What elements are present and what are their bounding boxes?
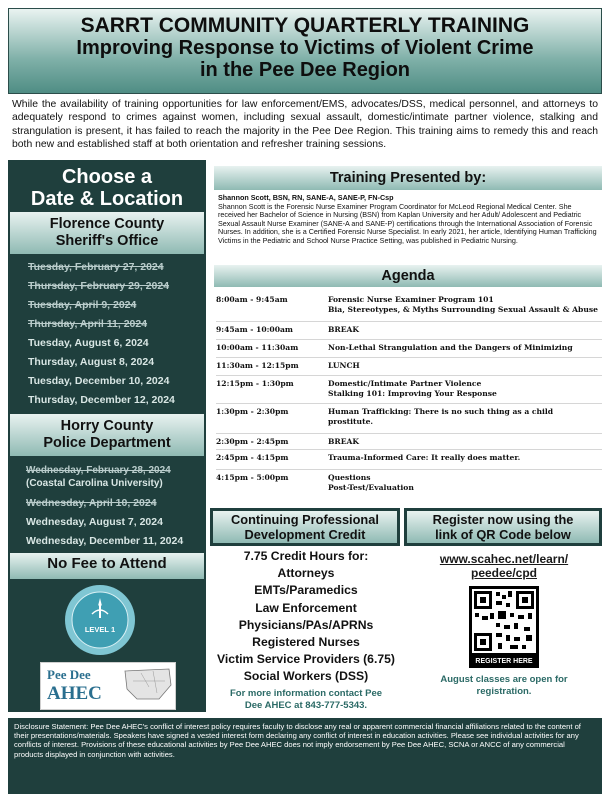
ce-heading-box	[210, 508, 400, 546]
date-item: Thursday, August 8, 2024	[28, 356, 155, 368]
register-link[interactable]: www.scahec.net/learn/ peedee/cpd	[439, 552, 569, 580]
agenda-time: 11:30am - 12:15pm	[216, 361, 299, 370]
agenda-row	[216, 404, 602, 434]
date-item: Wednesday, December 11, 2024	[26, 535, 184, 547]
date-item: Thursday, December 12, 2024	[28, 394, 175, 406]
agenda-desc: Forensic Nurse Examiner Program 101	[328, 295, 494, 304]
ce-line: EMTs/Paramedics	[254, 583, 358, 598]
agenda-desc: BREAK	[328, 437, 360, 446]
ce-contact: For more information contact Pee Dee AHEC at 843-777-5343.	[229, 687, 383, 711]
agenda-table	[216, 292, 602, 496]
agenda-row	[216, 376, 602, 404]
agenda-desc: Human Trafficking: There is no such thing as a child	[328, 407, 554, 416]
logo-ahec: AHEC	[47, 683, 102, 704]
pee-dee-ahec-logo	[40, 662, 176, 710]
ce-heading-1: Continuing Professional	[231, 512, 379, 527]
ce-line: 7.75 Credit Hours for:	[243, 549, 369, 563]
date-item: Thursday, February 29, 2024	[28, 280, 170, 292]
register-heading-2: link of QR Code below	[435, 527, 571, 542]
agenda-time: 2:30pm - 2:45pm	[216, 437, 289, 446]
qr-code-icon[interactable]	[469, 586, 539, 668]
date-item: Wednesday, April 10, 2024	[26, 497, 157, 509]
agenda-desc-2: Stalking 101: Improving Your Response	[328, 389, 497, 398]
ce-line: Victim Service Providers (6.75)	[217, 652, 395, 667]
florence-date-list	[8, 254, 206, 410]
agenda-row	[216, 322, 602, 340]
disclosure-statement: Disclosure Statement: Pee Dee AHEC's conflict of interest policy requires faculty to disclose any real or apparent commercial financial affiliations related to the content of their presentations/materials. Speakers have signed a vested interest form declaring any conflict of interest in education activities. Please see individual activities for any conflicts of interest. Provisions of these educational activities by Pee Dee AHEC does not imply endorsement by Pee Dee AHEC, SCNA or ANCC of any commercial products displayed in conjunction with activities.	[8, 718, 602, 794]
agenda-desc-2: Post-Test/Evaluation	[328, 483, 414, 492]
agenda-desc: Trauma-Informed Care: It really does matter.	[328, 453, 521, 462]
no-fee-banner: No Fee to Attend	[10, 553, 204, 579]
ce-credit-list	[212, 548, 400, 712]
date-item: Tuesday, February 27, 2024	[28, 261, 164, 273]
agenda-row	[216, 434, 602, 450]
presenter-bio	[218, 194, 600, 246]
florence-heading: Florence County Sheriff's Office	[10, 212, 204, 254]
ce-line: Registered Nurses	[252, 635, 360, 650]
title-line-1: SARRT COMMUNITY QUARTERLY TRAINING	[80, 14, 530, 37]
agenda-desc: LUNCH	[328, 361, 360, 370]
agenda-desc-2: prostitute.	[328, 417, 374, 426]
agenda-time: 10:00am - 11:30am	[216, 343, 299, 352]
agenda-heading: Agenda	[214, 265, 602, 287]
date-note: (Coastal Carolina University)	[26, 478, 163, 489]
intro-paragraph: While the availability of training opportunities for law enforcement/EMS, advocates/DSS, medical personnel, and attorneys to adequately respond to crimes against women, including sexual assault, domestic/intimate partner violence, stalking and strangulation is present, it has failed to reach the majority in the Pee Dee Region. This training aims to remedy this and reach both new and established staff at both orientation and refresher training sessions.	[12, 99, 598, 151]
ce-line: Attorneys	[277, 566, 335, 581]
logo-pee-dee: Pee Dee	[47, 667, 91, 682]
qr-label: REGISTER HERE	[469, 656, 539, 668]
badge-level-text: LEVEL 1	[84, 625, 116, 634]
agenda-row	[216, 470, 602, 496]
register-heading-1: Register now using the	[432, 512, 574, 527]
date-item: Tuesday, April 9, 2024	[28, 299, 137, 311]
register-section	[406, 552, 602, 698]
agenda-time: 2:45pm - 4:15pm	[216, 453, 289, 462]
horry-date-list	[8, 456, 206, 551]
register-heading-box	[404, 508, 602, 546]
agenda-desc: BREAK	[328, 325, 360, 334]
ce-line: Social Workers (DSS)	[243, 669, 369, 684]
ce-line: Physicians/PAs/APRNs	[238, 617, 374, 632]
date-item: Tuesday, December 10, 2024	[28, 375, 170, 387]
agenda-desc: Questions	[328, 473, 371, 482]
agenda-time: 8:00am - 9:45am	[216, 295, 288, 304]
agenda-desc: Non-Lethal Strangulation and the Dangers of Minimizing	[328, 343, 573, 352]
agenda-row	[216, 340, 602, 358]
date-item: Thursday, April 11, 2024	[28, 318, 148, 330]
agenda-row	[216, 292, 602, 322]
level-1-badge-icon	[64, 584, 136, 656]
ce-heading-2: Development Credit	[244, 527, 366, 542]
choose-heading: Choose a Date & Location	[30, 166, 184, 210]
horry-heading: Horry County Police Department	[10, 414, 204, 456]
date-item: Wednesday, February 28, 2024	[26, 465, 171, 476]
agenda-time: 9:45am - 10:00am	[216, 325, 293, 334]
presenter-bio-text: Shannon Scott is the Forensic Nurse Examiner Program Coordinator for McLeod Regional Medical Center. She received her Bachelor of Science in Nursing (BSN) from Kaplan University and her Adult/ Adolescent and Pediatric Sexual Assault Nurse Examiner (SANE-A and SANE-P) certifications through the International Association of Forensic Nurses. In addition, she is a Certified Forensic Nurse Specialist. In early 2021, her article, Identifying Human Trafficking Victims in the Pediatric and School Nurse Practice Setting, was published in Pediatric Nursing.	[218, 201, 597, 245]
ce-line: Law Enforcement	[255, 600, 357, 615]
title-banner	[8, 8, 602, 94]
date-item: Tuesday, August 6, 2024	[28, 337, 149, 349]
agenda-time: 1:30pm - 2:30pm	[216, 407, 289, 416]
date-item: Wednesday, August 7, 2024	[26, 516, 163, 528]
title-line-3: in the Pee Dee Region	[199, 59, 411, 81]
agenda-row	[216, 450, 602, 470]
agenda-row	[216, 358, 602, 376]
agenda-time: 4:15pm - 5:00pm	[216, 473, 289, 482]
presenter-name: Shannon Scott, BSN, RN, SANE-A, SANE-P, FN-Csp	[218, 193, 394, 202]
title-line-2: Improving Response to Victims of Violent Crime	[76, 37, 534, 59]
agenda-desc-2: Bia, Stereotypes, & Myths Surrounding Sexual Assault & Abuse	[328, 305, 598, 314]
agenda-time: 12:15pm - 1:30pm	[216, 379, 294, 388]
presented-heading: Training Presented by:	[214, 166, 602, 190]
agenda-desc: Domestic/Intimate Partner Violence	[328, 379, 482, 388]
august-note: August classes are open for registration.	[440, 674, 568, 697]
